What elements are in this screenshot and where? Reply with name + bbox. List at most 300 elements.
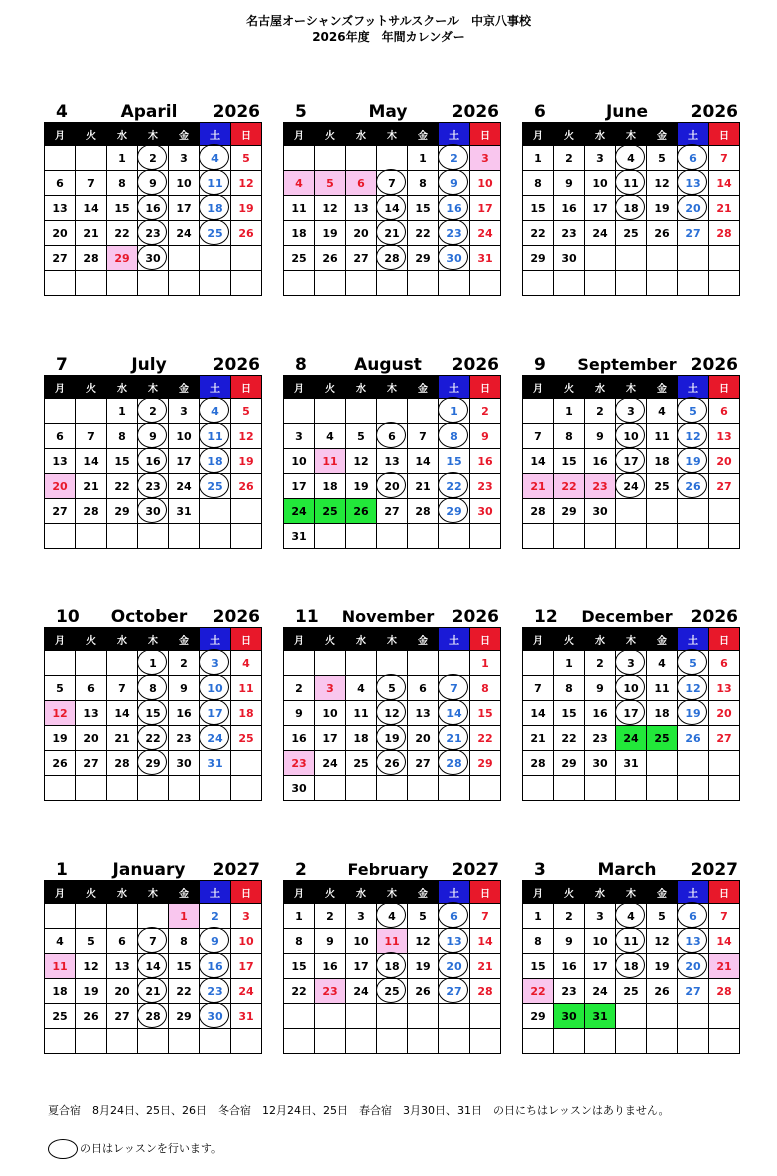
month-year: 2026 (212, 102, 260, 122)
empty-cell (346, 776, 377, 801)
lesson-circle-icon (137, 977, 167, 1003)
day-cell (408, 701, 439, 726)
day-number: 4 (658, 404, 666, 418)
day-cell (523, 449, 554, 474)
empty-cell (76, 524, 107, 549)
day-number: 7 (149, 934, 157, 948)
day-number: 27 (716, 479, 732, 493)
calendar-grid (283, 122, 501, 296)
day-number: 15 (446, 454, 462, 468)
day-cell (439, 449, 470, 474)
day-cell (76, 171, 107, 196)
weekday-header: 土 (678, 376, 709, 399)
empty-cell (377, 399, 408, 424)
month-name: Aparil (120, 102, 178, 122)
weekday-header: 火 (76, 376, 107, 399)
day-cell (169, 726, 200, 751)
day-number: 2 (596, 656, 604, 670)
month-year: 2026 (451, 355, 499, 375)
day-number: 30 (207, 1009, 223, 1023)
day-cell (284, 726, 315, 751)
day-cell (76, 221, 107, 246)
day-number: 29 (530, 251, 546, 265)
day-number: 29 (561, 756, 577, 770)
day-number: 21 (477, 959, 493, 973)
day-cell (585, 904, 616, 929)
day-cell (346, 751, 377, 776)
day-number: 15 (561, 454, 577, 468)
day-number: 17 (207, 706, 223, 720)
day-number: 5 (689, 404, 697, 418)
day-cell (554, 474, 585, 499)
day-number: 20 (52, 226, 68, 240)
day-cell (138, 701, 169, 726)
day-number: 21 (530, 731, 546, 745)
camp-notes: 夏合宿 8月24日、25日、26日 冬合宿 12月24日、25日 春合宿 3月30日、31日 の日にちはレッスンはありません。 (48, 1104, 670, 1117)
month-number: 3 (534, 860, 546, 880)
day-number: 3 (180, 404, 188, 418)
day-cell (231, 424, 262, 449)
lesson-circle-icon (677, 194, 707, 220)
empty-cell (709, 1004, 740, 1029)
day-cell (439, 499, 470, 524)
weekday-header: 土 (200, 881, 231, 904)
weekday-header: 土 (439, 123, 470, 146)
empty-cell (169, 776, 200, 801)
lesson-circle-icon (438, 749, 468, 775)
day-number: 6 (357, 176, 365, 190)
day-cell (408, 171, 439, 196)
empty-cell (377, 651, 408, 676)
day-number: 28 (114, 756, 130, 770)
day-cell (138, 676, 169, 701)
empty-cell (169, 246, 200, 271)
day-cell (678, 676, 709, 701)
day-number: 8 (180, 934, 188, 948)
day-number: 12 (322, 201, 338, 215)
day-cell (523, 676, 554, 701)
day-number: 17 (291, 479, 307, 493)
empty-cell (45, 651, 76, 676)
day-number: 16 (477, 454, 493, 468)
empty-cell (554, 524, 585, 549)
day-cell (554, 979, 585, 1004)
day-cell (284, 449, 315, 474)
empty-cell (647, 271, 678, 296)
day-cell (585, 954, 616, 979)
weekday-header: 土 (200, 628, 231, 651)
month-header (44, 860, 260, 880)
day-number: 5 (658, 151, 666, 165)
day-number: 3 (627, 404, 635, 418)
day-number: 3 (326, 681, 334, 695)
day-number: 7 (87, 176, 95, 190)
day-cell (709, 701, 740, 726)
day-cell (709, 726, 740, 751)
day-number: 20 (52, 479, 68, 493)
empty-cell (200, 246, 231, 271)
month-year: 2026 (212, 607, 260, 627)
lesson-circle-icon (677, 422, 707, 448)
day-cell (138, 171, 169, 196)
day-cell (408, 424, 439, 449)
day-cell (169, 954, 200, 979)
weekday-header: 日 (231, 881, 262, 904)
day-cell (315, 726, 346, 751)
lesson-circle-icon (615, 952, 645, 978)
day-number: 19 (415, 959, 431, 973)
weekday-header: 火 (554, 628, 585, 651)
lesson-circle-icon (438, 497, 468, 523)
day-number: 7 (534, 429, 542, 443)
day-number: 28 (446, 756, 462, 770)
day-cell (678, 196, 709, 221)
month-header (522, 607, 738, 627)
lesson-circle-icon (199, 144, 229, 170)
day-number: 22 (561, 479, 577, 493)
day-cell (678, 726, 709, 751)
day-number: 11 (207, 176, 223, 190)
lesson-circle-icon (438, 397, 468, 423)
day-number: 31 (176, 504, 192, 518)
day-number: 29 (530, 1009, 546, 1023)
month-number: 7 (56, 355, 68, 375)
lesson-circle-icon (137, 699, 167, 725)
day-cell (470, 751, 501, 776)
day-cell (346, 424, 377, 449)
day-number: 24 (592, 226, 608, 240)
day-cell (76, 499, 107, 524)
day-cell (315, 171, 346, 196)
day-number: 17 (592, 959, 608, 973)
day-cell (523, 246, 554, 271)
weekday-header: 火 (315, 123, 346, 146)
day-cell (408, 954, 439, 979)
day-number: 7 (720, 909, 728, 923)
day-cell (709, 221, 740, 246)
day-number: 23 (592, 731, 608, 745)
day-number: 27 (353, 251, 369, 265)
day-cell (169, 651, 200, 676)
day-number: 22 (114, 226, 130, 240)
day-number: 20 (114, 984, 130, 998)
circle-legend-icon (48, 1139, 78, 1159)
month-year: 2027 (690, 860, 738, 880)
day-number: 13 (415, 706, 431, 720)
empty-cell (709, 1029, 740, 1054)
day-cell (470, 424, 501, 449)
day-number: 23 (446, 226, 462, 240)
day-number: 16 (145, 201, 161, 215)
lesson-circle-icon (199, 397, 229, 423)
month-year: 2026 (690, 355, 738, 375)
day-number: 6 (689, 909, 697, 923)
lesson-circle-icon (376, 749, 406, 775)
weekday-header: 日 (470, 628, 501, 651)
day-number: 1 (565, 656, 573, 670)
day-cell (470, 929, 501, 954)
month-name: December (581, 607, 673, 626)
day-cell (138, 474, 169, 499)
empty-cell (76, 399, 107, 424)
day-number: 2 (450, 151, 458, 165)
day-number: 17 (623, 706, 639, 720)
day-number: 5 (242, 151, 250, 165)
day-number: 8 (118, 429, 126, 443)
day-number: 16 (592, 706, 608, 720)
day-number: 18 (654, 706, 670, 720)
weekday-header: 日 (470, 123, 501, 146)
day-cell (169, 221, 200, 246)
day-cell (470, 196, 501, 221)
day-cell (315, 196, 346, 221)
weekday-header: 月 (284, 376, 315, 399)
day-cell (169, 676, 200, 701)
day-number: 13 (446, 934, 462, 948)
lesson-circle-icon (376, 674, 406, 700)
day-number: 22 (291, 984, 307, 998)
day-number: 25 (654, 731, 670, 745)
day-cell (169, 701, 200, 726)
day-cell (107, 424, 138, 449)
day-cell (616, 196, 647, 221)
day-cell (284, 474, 315, 499)
lesson-circle-icon (199, 472, 229, 498)
day-cell (554, 171, 585, 196)
day-cell (107, 399, 138, 424)
month-name: June (605, 102, 649, 122)
month-year: 2026 (690, 607, 738, 627)
day-number: 17 (322, 731, 338, 745)
empty-cell (439, 271, 470, 296)
calendar-grid (522, 627, 740, 801)
month-header (44, 102, 260, 122)
day-cell (107, 979, 138, 1004)
day-cell (107, 221, 138, 246)
day-cell (439, 474, 470, 499)
month-number: 2 (295, 860, 307, 880)
day-number: 27 (716, 731, 732, 745)
day-cell (107, 146, 138, 171)
lesson-circle-icon (376, 472, 406, 498)
weekday-header: 金 (647, 881, 678, 904)
empty-cell (45, 776, 76, 801)
day-cell (45, 171, 76, 196)
day-number: 26 (238, 226, 254, 240)
empty-cell (678, 499, 709, 524)
day-number: 8 (419, 176, 427, 190)
month-number: 6 (534, 102, 546, 122)
month-header (44, 607, 260, 627)
day-number: 25 (207, 479, 223, 493)
day-cell (470, 449, 501, 474)
day-number: 14 (114, 706, 130, 720)
lesson-circle-icon (199, 927, 229, 953)
day-number: 12 (52, 706, 68, 720)
day-number: 28 (415, 504, 431, 518)
day-number: 19 (685, 706, 701, 720)
day-number: 4 (658, 656, 666, 670)
empty-cell (315, 524, 346, 549)
day-cell (231, 449, 262, 474)
day-number: 9 (596, 681, 604, 695)
empty-cell (439, 1029, 470, 1054)
empty-cell (138, 1029, 169, 1054)
day-number: 18 (353, 731, 369, 745)
empty-cell (678, 246, 709, 271)
day-number: 12 (384, 706, 400, 720)
day-cell (107, 751, 138, 776)
day-number: 24 (207, 731, 223, 745)
day-cell (647, 979, 678, 1004)
day-number: 9 (596, 429, 604, 443)
day-cell (45, 424, 76, 449)
day-cell (585, 1004, 616, 1029)
day-number: 13 (83, 706, 99, 720)
day-number: 22 (114, 479, 130, 493)
empty-cell (523, 651, 554, 676)
day-number: 28 (530, 756, 546, 770)
weekday-header: 日 (709, 881, 740, 904)
day-number: 5 (388, 681, 396, 695)
day-number: 26 (52, 756, 68, 770)
day-cell (138, 954, 169, 979)
day-number: 19 (685, 454, 701, 468)
day-cell (45, 196, 76, 221)
legend (48, 1139, 222, 1159)
empty-cell (107, 776, 138, 801)
day-number: 14 (477, 934, 493, 948)
day-cell (107, 701, 138, 726)
day-number: 18 (52, 984, 68, 998)
day-cell (523, 1004, 554, 1029)
day-number: 27 (384, 504, 400, 518)
day-cell (377, 751, 408, 776)
weekday-header: 水 (346, 881, 377, 904)
day-cell (554, 751, 585, 776)
day-cell (169, 449, 200, 474)
day-number: 28 (716, 226, 732, 240)
weekday-header: 金 (408, 881, 439, 904)
day-cell (647, 726, 678, 751)
day-cell (169, 196, 200, 221)
weekday-header: 木 (138, 123, 169, 146)
empty-cell (284, 271, 315, 296)
day-number: 16 (207, 959, 223, 973)
day-number: 5 (56, 681, 64, 695)
day-number: 9 (481, 429, 489, 443)
lesson-circle-icon (615, 472, 645, 498)
empty-cell (678, 751, 709, 776)
day-cell (107, 726, 138, 751)
day-cell (76, 246, 107, 271)
day-number: 30 (176, 756, 192, 770)
day-number: 13 (685, 176, 701, 190)
day-cell (200, 651, 231, 676)
day-number: 23 (561, 226, 577, 240)
day-number: 4 (357, 681, 365, 695)
day-cell (169, 424, 200, 449)
empty-cell (470, 776, 501, 801)
day-cell (284, 246, 315, 271)
day-cell (554, 399, 585, 424)
day-number: 11 (291, 201, 307, 215)
empty-cell (678, 524, 709, 549)
day-cell (76, 424, 107, 449)
day-cell (45, 751, 76, 776)
day-cell (647, 146, 678, 171)
day-cell (439, 146, 470, 171)
empty-cell (107, 271, 138, 296)
lesson-circle-icon (438, 194, 468, 220)
lesson-circle-icon (438, 422, 468, 448)
empty-cell (231, 271, 262, 296)
day-cell (678, 449, 709, 474)
day-number: 15 (415, 201, 431, 215)
day-cell (76, 979, 107, 1004)
day-number: 25 (623, 984, 639, 998)
empty-cell (616, 499, 647, 524)
day-number: 23 (561, 984, 577, 998)
day-number: 5 (658, 909, 666, 923)
weekday-header: 金 (169, 628, 200, 651)
lesson-circle-icon (376, 194, 406, 220)
day-number: 29 (415, 251, 431, 265)
month-year: 2027 (212, 860, 260, 880)
day-cell (76, 449, 107, 474)
weekday-header: 木 (616, 123, 647, 146)
day-number: 15 (176, 959, 192, 973)
day-number: 12 (238, 429, 254, 443)
day-cell (616, 954, 647, 979)
empty-cell (377, 271, 408, 296)
month-header (283, 355, 499, 375)
lesson-circle-icon (376, 952, 406, 978)
day-number: 25 (291, 251, 307, 265)
day-cell (408, 751, 439, 776)
day-number: 7 (450, 681, 458, 695)
empty-cell (408, 776, 439, 801)
empty-cell (709, 524, 740, 549)
day-number: 25 (322, 504, 338, 518)
day-cell (346, 474, 377, 499)
day-number: 13 (716, 681, 732, 695)
day-cell (231, 651, 262, 676)
weekday-header: 火 (554, 881, 585, 904)
day-cell (523, 751, 554, 776)
day-cell (408, 196, 439, 221)
day-cell (169, 979, 200, 1004)
day-cell (76, 954, 107, 979)
day-cell (585, 146, 616, 171)
weekday-header: 土 (200, 376, 231, 399)
day-number: 7 (87, 429, 95, 443)
day-cell (377, 424, 408, 449)
day-number: 4 (388, 909, 396, 923)
day-cell (200, 146, 231, 171)
day-number: 14 (716, 934, 732, 948)
day-cell (284, 221, 315, 246)
day-cell (408, 449, 439, 474)
day-number: 2 (565, 909, 573, 923)
day-cell (346, 904, 377, 929)
day-number: 17 (623, 454, 639, 468)
day-cell (76, 929, 107, 954)
day-number: 19 (322, 226, 338, 240)
day-number: 20 (384, 479, 400, 493)
calendar-grid (522, 375, 740, 549)
day-cell (231, 399, 262, 424)
